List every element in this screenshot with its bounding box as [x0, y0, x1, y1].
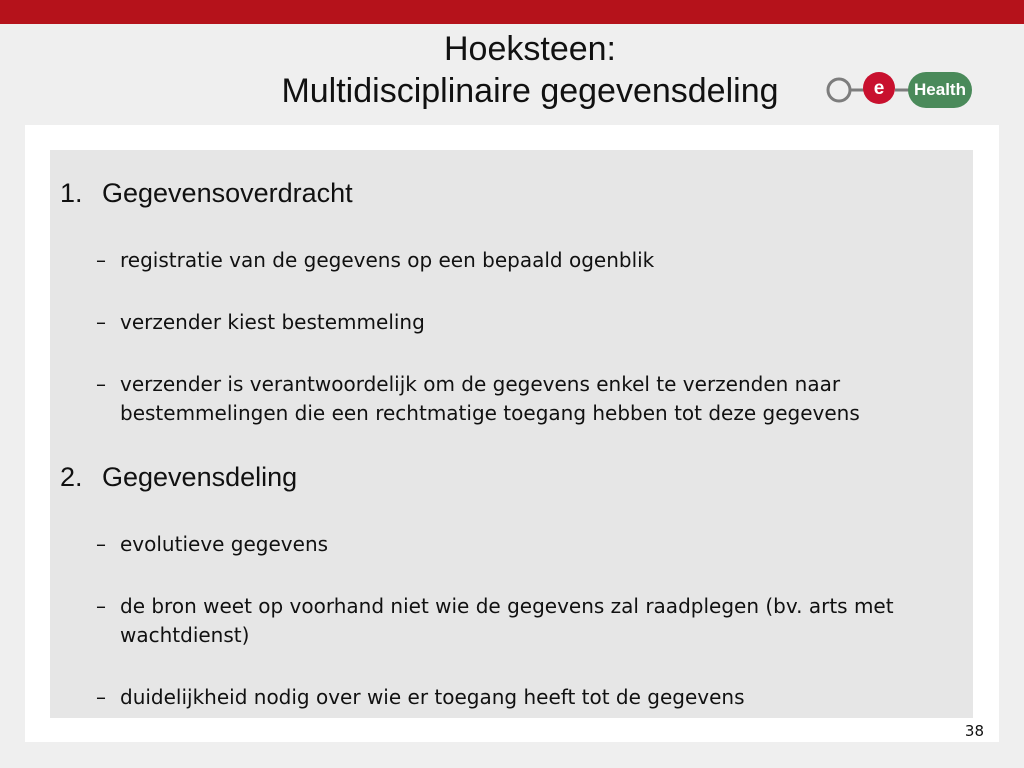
- bullet-text: de bron weet op voorhand niet wie de gegevens zal raadplegen (bv. arts met: [120, 594, 894, 618]
- section-title: Gegevensoverdracht: [102, 178, 353, 208]
- dash-bullet: –: [96, 248, 106, 272]
- section-number: 1.: [60, 178, 83, 208]
- dash-bullet: –: [96, 372, 106, 396]
- page-number: 38: [964, 722, 984, 740]
- list-item: [96, 683, 745, 712]
- dash-bullet: –: [96, 310, 106, 334]
- bullet-text: bestemmelingen die een rechtmatige toegang hebben tot deze gegevens: [120, 401, 860, 425]
- list-item: [96, 246, 654, 275]
- title-line-2: Multidisciplinaire gegevensdeling: [281, 72, 779, 110]
- title-line-1: Hoeksteen:: [444, 30, 616, 68]
- bullet-text: evolutieve gegevens: [120, 532, 329, 556]
- section-number: 2.: [60, 462, 83, 492]
- list-item: [96, 530, 328, 559]
- bullet-text: duidelijkheid nodig over wie er toegang heeft tot de gegevens: [120, 685, 745, 709]
- bullet-text: wachtdienst): [120, 623, 250, 647]
- section-heading-1: [60, 178, 353, 209]
- header-bar: [0, 0, 1024, 24]
- bullet-text: registratie van de gegevens op een bepaald ogenblik: [120, 248, 655, 272]
- bullet-text: verzender kiest bestemmeling: [120, 310, 425, 334]
- section-heading-2: [60, 462, 297, 493]
- bullet-text: verzender is verantwoordelijk om de gegevens enkel te verzenden naar: [120, 372, 841, 396]
- logo-ring-icon: [828, 79, 850, 101]
- list-item: [96, 370, 860, 428]
- logo-text: Health: [914, 80, 966, 99]
- dash-bullet: –: [96, 594, 106, 618]
- page-title: [160, 28, 900, 112]
- list-item: [96, 308, 425, 337]
- dash-bullet: –: [96, 532, 106, 556]
- dash-bullet: –: [96, 685, 106, 709]
- list-item: [96, 592, 894, 650]
- logo-letter: e: [873, 78, 885, 99]
- section-title: Gegevensdeling: [102, 462, 298, 492]
- ehealth-logo: [824, 68, 974, 112]
